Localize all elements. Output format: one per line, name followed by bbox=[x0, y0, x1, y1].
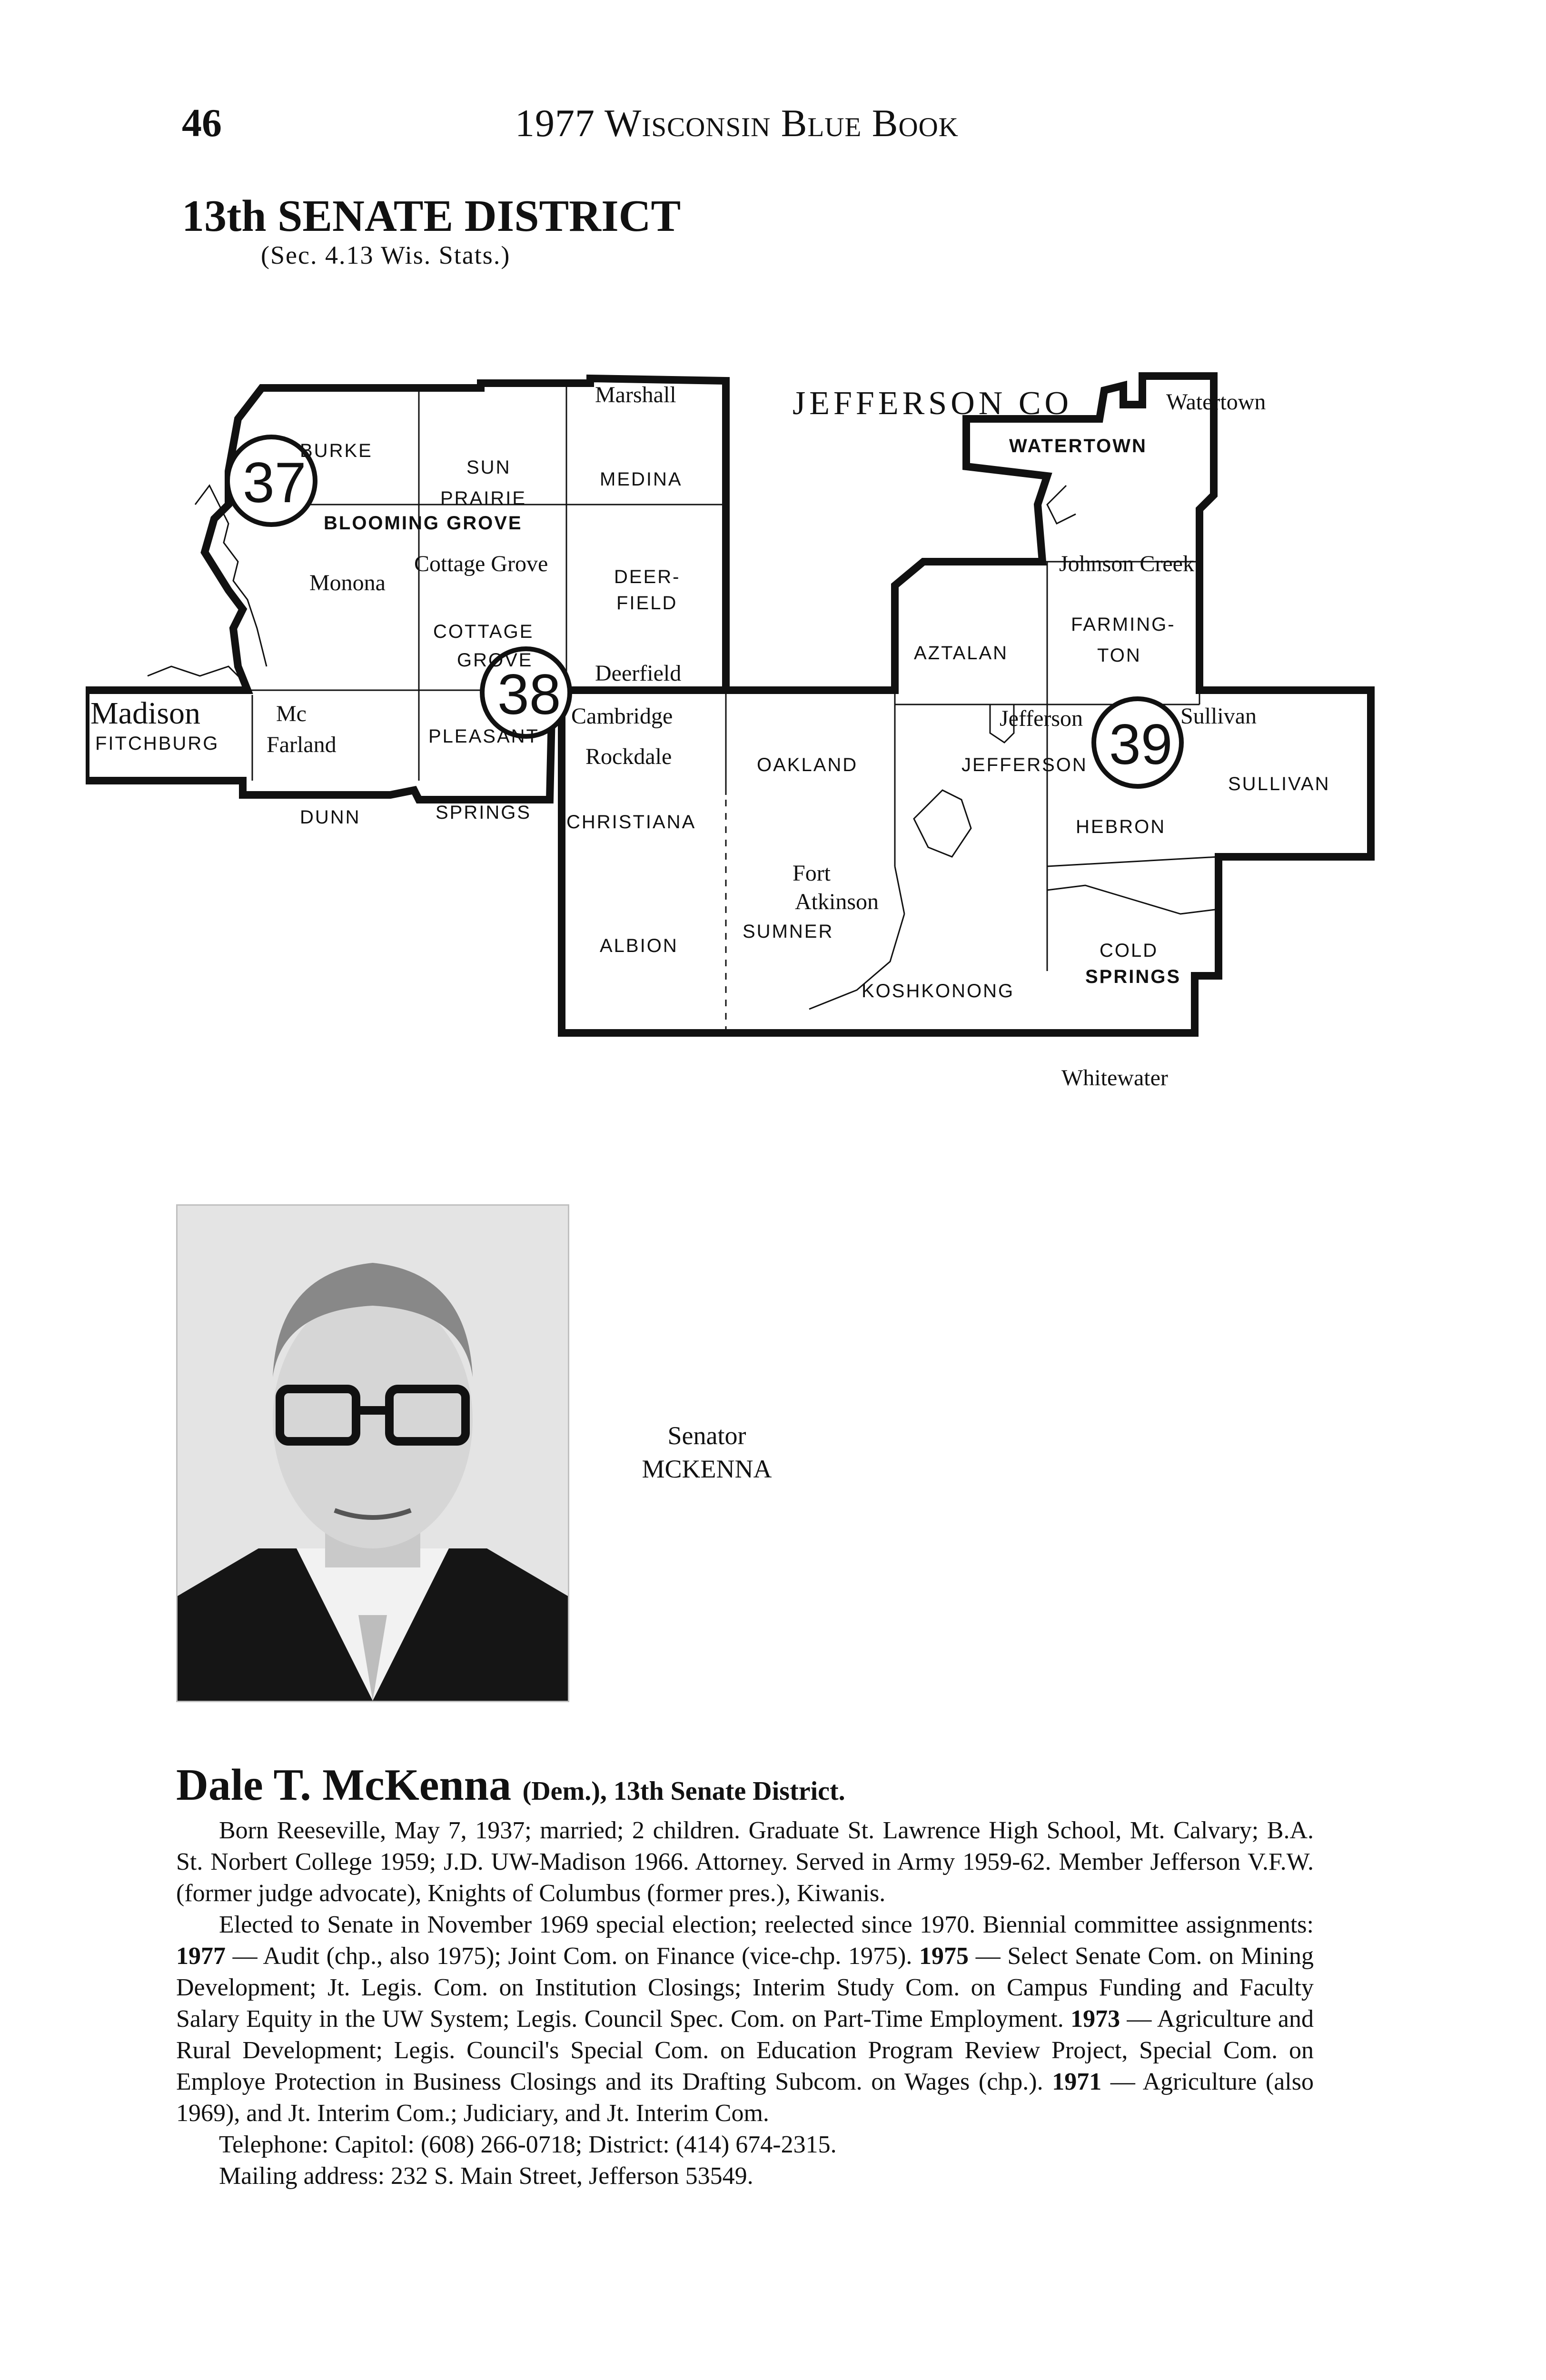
town-sun: SUN bbox=[466, 457, 511, 478]
city-atkinson: Atkinson bbox=[795, 889, 879, 914]
district-38-label: 38 bbox=[497, 663, 561, 726]
city-madison: Madison bbox=[90, 696, 200, 731]
senator-name: Dale T. McKenna bbox=[176, 1760, 512, 1810]
bio-heading bbox=[176, 1761, 1314, 1815]
city-mc: Mc bbox=[276, 701, 307, 726]
county-label: JEFFERSON CO bbox=[793, 385, 1073, 422]
bio-service-1973: — Agriculture and Rural Development; Legis. Council's Special Com. on Education Program Review Project, Special Com. on Employe Protection in Business Closings and its Drafting Subcom. on Wages (chp.). bbox=[176, 2005, 1314, 2095]
city-deerfield: Deerfield bbox=[595, 661, 682, 686]
town-deer: DEER- bbox=[614, 566, 681, 587]
town-christiana: CHRISTIANA bbox=[566, 812, 696, 833]
city-watertown: Watertown bbox=[1166, 389, 1266, 415]
city-whitewater: Whitewater bbox=[1061, 1065, 1168, 1091]
bio-telephone: Telephone: Capitol: (608) 266-0718; District: (414) 674-2315. bbox=[219, 2131, 837, 2158]
bio-paragraph-service bbox=[176, 1909, 1314, 2129]
bio-year-1971: 1971 bbox=[1052, 2068, 1102, 2095]
bio-service-1971: — Agriculture (also 1969), and Jt. Interim Com.; Judiciary, and Jt. Interim Com. bbox=[176, 2068, 1314, 2127]
page-number: 46 bbox=[182, 101, 222, 145]
city-johnson-creek: Johnson Creek bbox=[1059, 551, 1194, 576]
bio-service-intro: Elected to Senate in November 1969 special election; reelected since 1970. Biennial committee assignments: bbox=[219, 1911, 1314, 1938]
city-cottage-grove: Cottage Grove bbox=[414, 551, 548, 576]
town-cold-springs: SPRINGS bbox=[1085, 966, 1181, 987]
district-39-label: 39 bbox=[1109, 713, 1173, 776]
town-cottage: COTTAGE bbox=[433, 621, 534, 642]
district-37-label: 37 bbox=[243, 451, 307, 515]
town-albion: ALBION bbox=[600, 935, 678, 956]
bio-service-1975: — Select Senate Com. on Mining Development; Jt. Legis. Com. on Institution Closings; Interim Study Com. on Campus Funding and Faculty Salary Equity in the UW System; Legis. Council Spec. Com. on Part-Time Employment. bbox=[176, 1943, 1314, 2033]
town-ton: TON bbox=[1097, 645, 1141, 666]
bio-year-1975: 1975 bbox=[919, 1943, 969, 1970]
town-fitchburg: FITCHBURG bbox=[95, 733, 219, 754]
town-field: FIELD bbox=[616, 593, 678, 614]
bio-paragraph-personal: Born Reeseville, May 7, 1937; married; 2 children. Graduate St. Lawrence High School, Mt. Calvary; B.A. St. Norbert College 1959; J.D. UW-Madison 1966. Attorney. Served in Army 1959-62. Member Jefferson V.F.W. (former judge advocate), Knights of Columbus (former pres.), Kiwanis. bbox=[176, 1817, 1314, 1907]
city-cambridge: Cambridge bbox=[571, 704, 673, 729]
bio-mailing-address: Mailing address: 232 S. Main Street, Jefferson 53549. bbox=[219, 2162, 753, 2190]
town-grove: GROVE bbox=[457, 650, 533, 671]
bio-service-1977: — Audit (chp., also 1975); Joint Com. on Finance (vice-chp. 1975). bbox=[226, 1943, 920, 1970]
city-marshall: Marshall bbox=[595, 382, 676, 407]
district-map bbox=[86, 362, 1390, 1104]
town-springs: SPRINGS bbox=[436, 802, 532, 823]
town-aztalan: AZTALAN bbox=[914, 643, 1009, 664]
city-fort: Fort bbox=[793, 861, 831, 886]
town-oakland: OAKLAND bbox=[757, 754, 858, 775]
city-rockdale: Rockdale bbox=[585, 744, 672, 769]
town-cold: COLD bbox=[1100, 940, 1159, 961]
town-hebron: HEBRON bbox=[1076, 816, 1166, 837]
town-blooming-grove: BLOOMING GROVE bbox=[324, 513, 523, 534]
photo-caption-title: Senator bbox=[667, 1421, 746, 1450]
bio-year-1977: 1977 bbox=[176, 1943, 226, 1970]
town-watertown: WATERTOWN bbox=[1009, 436, 1147, 456]
city-farland: Farland bbox=[267, 732, 337, 757]
senator-affiliation: (Dem.), 13th Senate District. bbox=[522, 1776, 845, 1806]
town-koshkonong: KOSHKONONG bbox=[862, 981, 1015, 1002]
town-medina: MEDINA bbox=[600, 469, 683, 490]
town-sumner: SUMNER bbox=[743, 921, 834, 942]
town-jefferson: JEFFERSON bbox=[961, 754, 1088, 775]
town-dunn: DUNN bbox=[300, 807, 361, 828]
bio-year-1973: 1973 bbox=[1070, 2005, 1120, 2033]
town-prairie: PRAIRIE bbox=[440, 488, 527, 509]
senator-portrait bbox=[176, 1204, 569, 1702]
district-title: 13th SENATE DISTRICT bbox=[182, 191, 681, 241]
town-pleasant: PLEASANT bbox=[428, 726, 539, 747]
biography bbox=[176, 1761, 1314, 2192]
city-jefferson: Jefferson bbox=[1000, 706, 1083, 731]
city-sullivan: Sullivan bbox=[1180, 704, 1257, 729]
city-monona: Monona bbox=[309, 570, 386, 595]
town-sullivan: SULLIVAN bbox=[1228, 774, 1330, 794]
town-farming: FARMING- bbox=[1071, 614, 1176, 635]
town-burke: BURKE bbox=[300, 440, 373, 461]
photo-caption-name: MCKENNA bbox=[642, 1455, 772, 1483]
district-statute: (Sec. 4.13 Wis. Stats.) bbox=[261, 241, 511, 269]
running-head: 1977 Wisconsin Blue Book bbox=[515, 101, 959, 145]
